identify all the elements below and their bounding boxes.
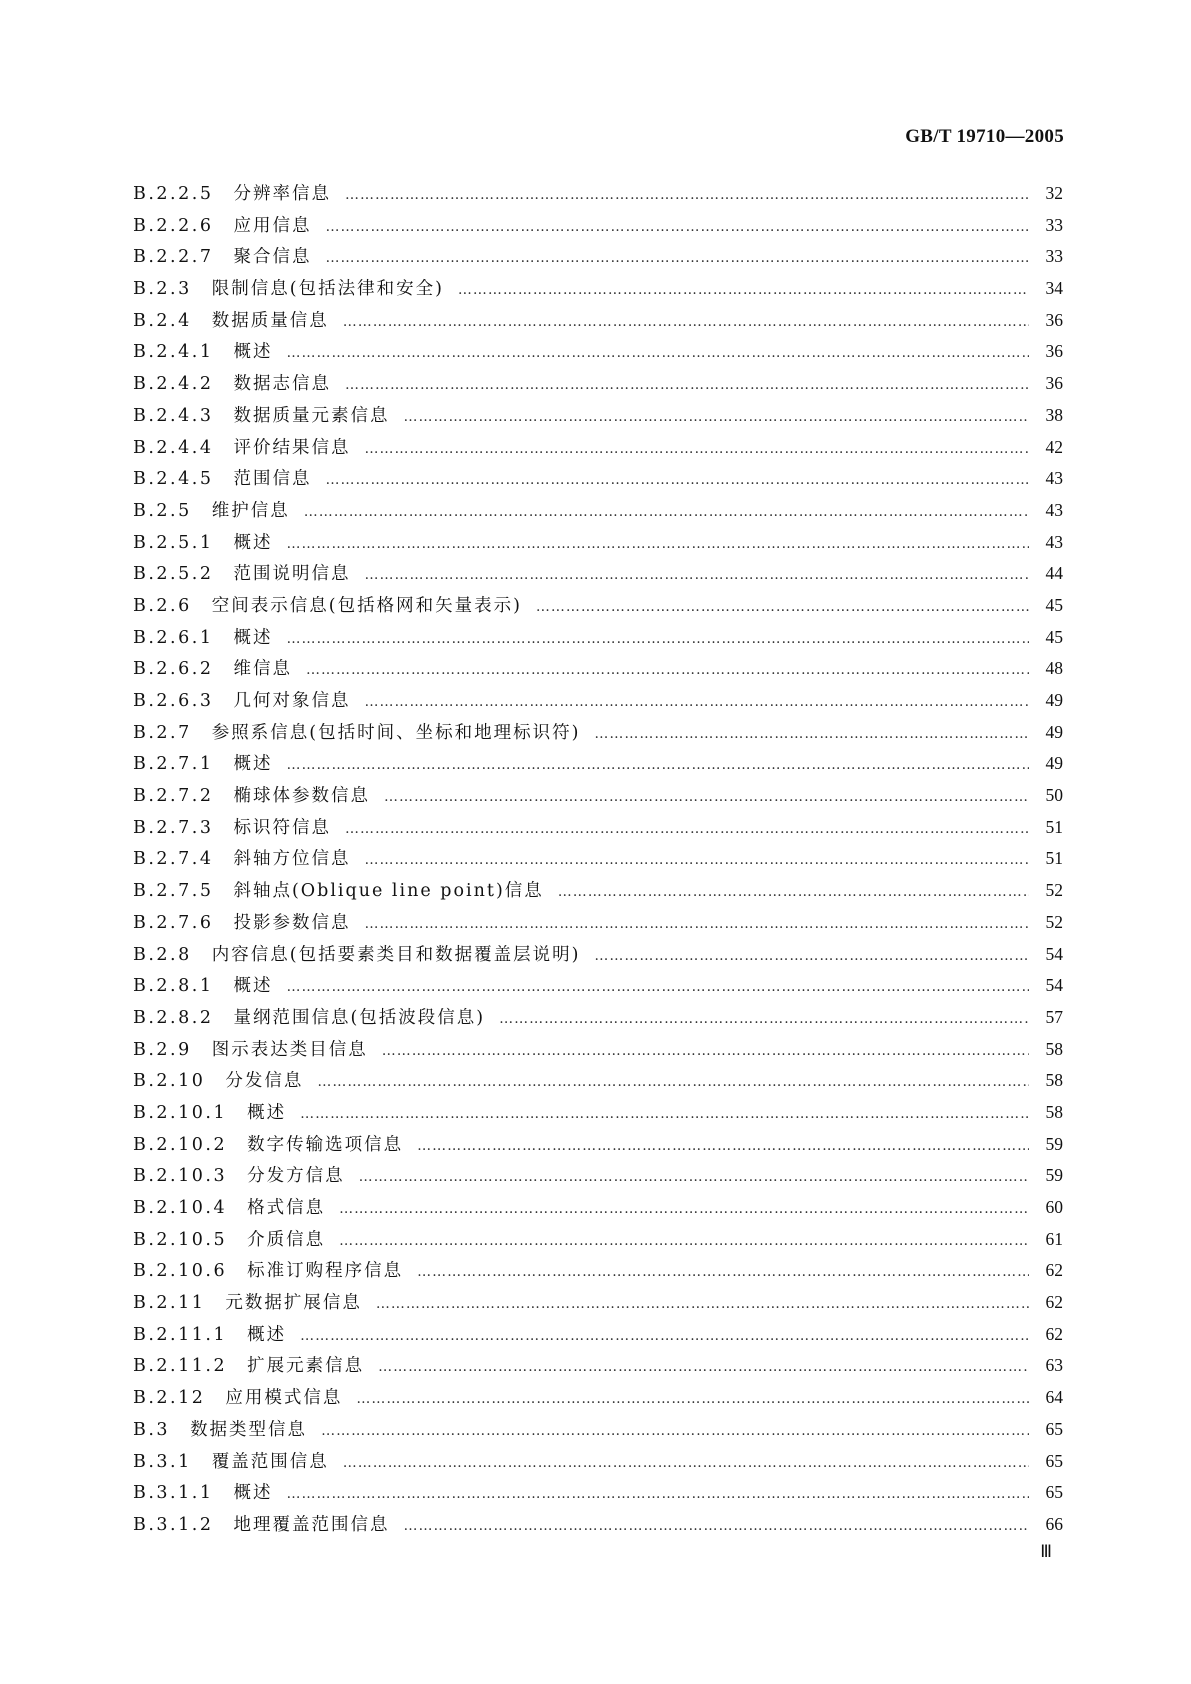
toc-leader-dots: [300, 1328, 1029, 1344]
toc-entry-page: 65: [1045, 1418, 1063, 1439]
toc-leader-dots: [417, 1138, 1029, 1154]
toc-leader-dots: [499, 1011, 1029, 1027]
toc-entry-number: B.2.2.7: [133, 247, 214, 268]
toc-entry-number: B.2.10: [133, 1071, 206, 1092]
toc-entry[interactable]: [133, 275, 1063, 307]
toc-leader-dots: [345, 187, 1029, 203]
toc-entry-number: B.2.4.5: [133, 469, 214, 490]
toc-entry-number: B.2.7.4: [133, 849, 214, 870]
toc-entry[interactable]: [133, 1384, 1063, 1416]
toc-entry[interactable]: [133, 465, 1063, 497]
toc-leader-dots: [378, 1359, 1029, 1375]
toc-entry[interactable]: [133, 1067, 1063, 1099]
toc-leader-dots: [343, 1455, 1029, 1471]
toc-entry-title: 分发信息: [225, 1071, 304, 1092]
toc-entry-page: 34: [1045, 278, 1063, 299]
toc-entry-page: 49: [1045, 753, 1063, 774]
page-number: Ⅲ: [1040, 1542, 1052, 1561]
toc-entry-title: 投影参数信息: [233, 912, 351, 933]
toc-entry-number: B.2.10.2: [133, 1134, 228, 1155]
toc-entry[interactable]: [133, 1257, 1063, 1289]
toc-entry-number: B.2.7.5: [133, 881, 214, 902]
toc-entry-page: 38: [1045, 404, 1063, 425]
toc-entry-page: 43: [1045, 468, 1063, 489]
toc-entry-title: 覆盖范围信息: [211, 1451, 329, 1472]
toc-entry[interactable]: [133, 719, 1063, 751]
toc-entry-title: 概述: [233, 1483, 273, 1504]
toc-entry[interactable]: [133, 370, 1063, 402]
toc-entry-title: 图示表达类目信息: [211, 1039, 368, 1060]
toc-leader-dots: [325, 250, 1029, 266]
toc-entry-title: 维信息: [233, 659, 292, 680]
toc-leader-dots: [286, 979, 1029, 995]
toc-entry-page: 52: [1045, 880, 1063, 901]
toc-entry-number: B.2.7.1: [133, 754, 214, 775]
toc-entry-title: 应用信息: [233, 215, 312, 236]
toc-leader-dots: [286, 631, 1029, 647]
toc-entry-page: 44: [1045, 563, 1063, 584]
toc-entry-page: 51: [1045, 848, 1063, 869]
toc-entry-number: B.3.1: [133, 1451, 192, 1472]
toc-entry-number: B.2.7.2: [133, 786, 214, 807]
toc-entry-title: 概述: [247, 1102, 287, 1123]
toc-entry-number: B.2.5: [133, 500, 192, 521]
toc-entry-number: B.2.7: [133, 722, 192, 743]
toc-entry-page: 58: [1045, 1070, 1063, 1091]
toc-entry[interactable]: [133, 592, 1063, 624]
toc-entry-page: 64: [1045, 1387, 1063, 1408]
toc-entry[interactable]: [133, 1511, 1063, 1543]
toc-entry-title: 概述: [233, 627, 273, 648]
toc-entry-page: 52: [1045, 911, 1063, 932]
toc-entry-number: B.2.10.5: [133, 1229, 228, 1250]
toc-leader-dots: [417, 1264, 1029, 1280]
toc-entry-page: 60: [1045, 1197, 1063, 1217]
toc-entry-page: 57: [1045, 1006, 1063, 1027]
toc-entry-number: B.3: [133, 1419, 171, 1440]
toc-entry-page: 36: [1045, 373, 1063, 394]
toc-entry-page: 36: [1045, 309, 1063, 330]
toc-entry[interactable]: [133, 338, 1063, 370]
toc-entry[interactable]: [133, 655, 1063, 687]
toc-leader-dots: [403, 409, 1029, 425]
toc-leader-dots: [364, 916, 1029, 932]
toc-entry-number: B.2.4: [133, 310, 192, 331]
toc-entry-title: 介质信息: [247, 1229, 326, 1250]
toc-leader-dots: [286, 757, 1029, 773]
toc-entry[interactable]: [133, 307, 1063, 339]
toc-leader-dots: [364, 567, 1029, 583]
toc-entry[interactable]: [133, 909, 1063, 941]
toc-entry-number: B.2.6.3: [133, 691, 214, 711]
toc-entry-number: B.2.11: [133, 1293, 206, 1314]
toc-leader-dots: [594, 948, 1029, 964]
toc-entry-title: 元数据扩展信息: [225, 1293, 362, 1314]
toc-entry-page: 43: [1045, 499, 1063, 520]
toc-entry-title: 范围信息: [233, 469, 312, 490]
toc-leader-dots: [594, 726, 1029, 742]
toc-entry-page: 63: [1045, 1355, 1063, 1376]
toc-entry-number: B.2.11.2: [133, 1356, 228, 1377]
toc-entry[interactable]: [133, 972, 1063, 1004]
toc-entry-title: 数据质量信息: [211, 310, 329, 331]
toc-entry[interactable]: [133, 180, 1063, 212]
toc-entry[interactable]: [133, 750, 1063, 782]
toc-leader-dots: [376, 1296, 1029, 1312]
toc-entry-title: 量纲范围信息(包括波段信息): [233, 1007, 486, 1028]
toc-leader-dots: [300, 1106, 1029, 1122]
toc-leader-dots: [345, 377, 1029, 393]
toc-leader-dots: [286, 345, 1029, 361]
toc-entry-page: 58: [1045, 1038, 1063, 1059]
toc-entry-page: 45: [1045, 594, 1063, 615]
toc-entry-title: 分辨率信息: [233, 184, 331, 204]
toc-entry[interactable]: [133, 1448, 1063, 1480]
toc-entry-title: 概述: [233, 976, 273, 997]
toc-entry-number: B.2.5.1: [133, 532, 214, 553]
toc-leader-dots: [382, 1043, 1029, 1059]
toc-entry-title: 斜轴方位信息: [233, 849, 351, 870]
toc-entry-title: 扩展元素信息: [247, 1356, 365, 1377]
toc-leader-dots: [458, 282, 1029, 298]
toc-entry[interactable]: [133, 1162, 1063, 1194]
toc-entry-number: B.2.6: [133, 595, 192, 616]
toc-entry-number: B.2.10.6: [133, 1261, 228, 1282]
toc-entry-page: 45: [1045, 626, 1063, 647]
toc-entry-number: B.2.10.4: [133, 1198, 228, 1218]
toc-entry-number: B.2.4.3: [133, 405, 214, 426]
toc-entry-page: 62: [1045, 1260, 1063, 1281]
toc-entry[interactable]: [133, 1416, 1063, 1448]
toc-entry-page: 43: [1045, 531, 1063, 552]
toc-entry-page: 49: [1045, 690, 1063, 710]
toc-entry-title: 概述: [233, 342, 273, 363]
toc-entry[interactable]: [133, 687, 1063, 719]
toc-entry-title: 限制信息(包括法律和安全): [211, 279, 444, 300]
toc-entry[interactable]: [133, 402, 1063, 434]
toc-entry[interactable]: [133, 845, 1063, 877]
toc-leader-dots: [325, 472, 1029, 488]
toc-entry-number: B.2.12: [133, 1388, 206, 1409]
toc-entry[interactable]: [133, 497, 1063, 529]
toc-entry-number: B.2.5.2: [133, 564, 214, 585]
toc-leader-dots: [384, 789, 1029, 805]
toc-entry-title: 几何对象信息: [233, 691, 351, 711]
toc-entry-number: B.2.3: [133, 279, 192, 300]
toc-entry-page: 62: [1045, 1292, 1063, 1313]
toc-entry-page: 59: [1045, 1165, 1063, 1186]
toc-leader-dots: [403, 1518, 1029, 1534]
toc-leader-dots: [304, 504, 1029, 520]
toc-entry[interactable]: [133, 1321, 1063, 1353]
toc-entry-number: B.3.1.2: [133, 1514, 214, 1535]
toc-entry-page: 59: [1045, 1133, 1063, 1154]
toc-leader-dots: [321, 1423, 1029, 1439]
toc-entry-title: 空间表示信息(包括格网和矢量表示): [211, 595, 522, 616]
toc-entry-page: 42: [1045, 436, 1063, 457]
toc-entry-title: 数据类型信息: [190, 1419, 308, 1440]
toc-entry-page: 36: [1045, 341, 1063, 362]
toc-entry[interactable]: [133, 1099, 1063, 1131]
toc-entry-page: 54: [1045, 975, 1063, 996]
toc-entry-page: 49: [1045, 721, 1063, 742]
toc-entry-page: 58: [1045, 1101, 1063, 1122]
toc-leader-dots: [356, 1391, 1029, 1407]
toc-leader-dots: [364, 694, 1029, 710]
toc-entry-page: 32: [1045, 183, 1063, 203]
toc-leader-dots: [558, 884, 1029, 900]
toc-entry-number: B.2.7.3: [133, 817, 214, 838]
toc-entry[interactable]: [133, 560, 1063, 592]
toc-entry-number: B.2.8.1: [133, 976, 214, 997]
toc-entry[interactable]: [133, 1352, 1063, 1384]
toc-entry[interactable]: [133, 877, 1063, 909]
toc-entry[interactable]: [133, 212, 1063, 244]
toc-leader-dots: [339, 1233, 1029, 1249]
toc-entry-title: 评价结果信息: [233, 437, 351, 458]
toc-leader-dots: [286, 1486, 1029, 1502]
toc-entry-title: 聚合信息: [233, 247, 312, 268]
toc-entry-page: 61: [1045, 1228, 1063, 1249]
toc-leader-dots: [364, 852, 1029, 868]
toc-entry-number: B.2.11.1: [133, 1324, 228, 1345]
toc-entry[interactable]: [133, 1289, 1063, 1321]
toc-entry[interactable]: [133, 624, 1063, 656]
toc-entry[interactable]: [133, 814, 1063, 846]
toc-entry-title: 分发方信息: [247, 1166, 345, 1187]
toc-entry-title: 概述: [247, 1324, 287, 1345]
toc-entry-number: B.2.8: [133, 944, 192, 965]
toc-entry[interactable]: [133, 1036, 1063, 1068]
toc-entry[interactable]: [133, 1131, 1063, 1163]
toc-entry-number: B.2.2.6: [133, 215, 214, 236]
toc-entry-title: 数据质量元素信息: [233, 405, 390, 426]
toc-entry-title: 数字传输选项信息: [247, 1134, 404, 1155]
toc-entry-page: 33: [1045, 246, 1063, 267]
toc-entry[interactable]: [133, 529, 1063, 561]
toc-entry-title: 参照系信息(包括时间、坐标和地理标识符): [211, 722, 581, 743]
toc-leader-dots: [286, 536, 1029, 552]
toc-entry[interactable]: [133, 1226, 1063, 1258]
toc-leader-dots: [306, 662, 1029, 678]
toc-entry-number: B.2.6.1: [133, 627, 214, 648]
table-of-contents: [133, 180, 1063, 1543]
toc-entry[interactable]: [133, 941, 1063, 973]
toc-entry-number: B.2.2.5: [133, 184, 214, 204]
toc-entry-number: B.2.10.1: [133, 1102, 228, 1123]
toc-entry-number: B.2.4.2: [133, 374, 214, 395]
toc-entry-page: 66: [1045, 1513, 1063, 1534]
toc-entry[interactable]: [133, 1004, 1063, 1036]
toc-entry-page: 48: [1045, 658, 1063, 679]
toc-entry[interactable]: [133, 782, 1063, 814]
toc-leader-dots: [359, 1169, 1029, 1185]
toc-entry-page: 51: [1045, 816, 1063, 837]
toc-leader-dots: [345, 821, 1029, 837]
toc-leader-dots: [364, 441, 1029, 457]
toc-entry-number: B.2.10.3: [133, 1166, 228, 1187]
toc-entry-page: 33: [1045, 214, 1063, 235]
standard-code: GB/T 19710—2005: [905, 126, 1064, 147]
toc-entry[interactable]: [133, 434, 1063, 466]
toc-entry-title: 斜轴点(Oblique line point)信息: [233, 881, 544, 902]
toc-entry-title: 范围说明信息: [233, 564, 351, 585]
toc-entry-number: B.2.9: [133, 1039, 192, 1060]
toc-entry-title: 应用模式信息: [225, 1388, 343, 1409]
toc-leader-dots: [325, 219, 1029, 235]
toc-leader-dots: [317, 1074, 1029, 1090]
toc-entry-page: 50: [1045, 785, 1063, 806]
toc-leader-dots: [339, 1201, 1029, 1217]
toc-entry-title: 格式信息: [247, 1198, 326, 1218]
toc-entry-number: B.2.6.2: [133, 659, 214, 680]
toc-entry-page: 65: [1045, 1450, 1063, 1471]
toc-entry-number: B.2.8.2: [133, 1007, 214, 1028]
toc-entry-title: 概述: [233, 532, 273, 553]
toc-leader-dots: [343, 314, 1029, 330]
toc-entry-title: 概述: [233, 754, 273, 775]
toc-entry-title: 地理覆盖范围信息: [233, 1514, 390, 1535]
toc-entry-title: 标识符信息: [233, 817, 331, 838]
toc-entry-number: B.2.4.4: [133, 437, 214, 458]
toc-entry-number: B.3.1.1: [133, 1483, 214, 1504]
toc-entry[interactable]: [133, 1194, 1063, 1226]
toc-entry-number: B.2.7.6: [133, 912, 214, 933]
toc-entry-title: 标准订购程序信息: [247, 1261, 404, 1282]
toc-entry-page: 54: [1045, 943, 1063, 964]
toc-entry-title: 椭球体参数信息: [233, 786, 370, 807]
toc-entry[interactable]: [133, 1479, 1063, 1511]
toc-entry-page: 65: [1045, 1482, 1063, 1503]
toc-entry-page: 62: [1045, 1323, 1063, 1344]
toc-leader-dots: [536, 599, 1029, 615]
toc-entry-title: 维护信息: [211, 500, 290, 521]
toc-entry-number: B.2.4.1: [133, 342, 214, 363]
toc-entry[interactable]: [133, 243, 1063, 275]
toc-entry-title: 数据志信息: [233, 374, 331, 395]
toc-entry-title: 内容信息(包括要素类目和数据覆盖层说明): [211, 944, 581, 965]
